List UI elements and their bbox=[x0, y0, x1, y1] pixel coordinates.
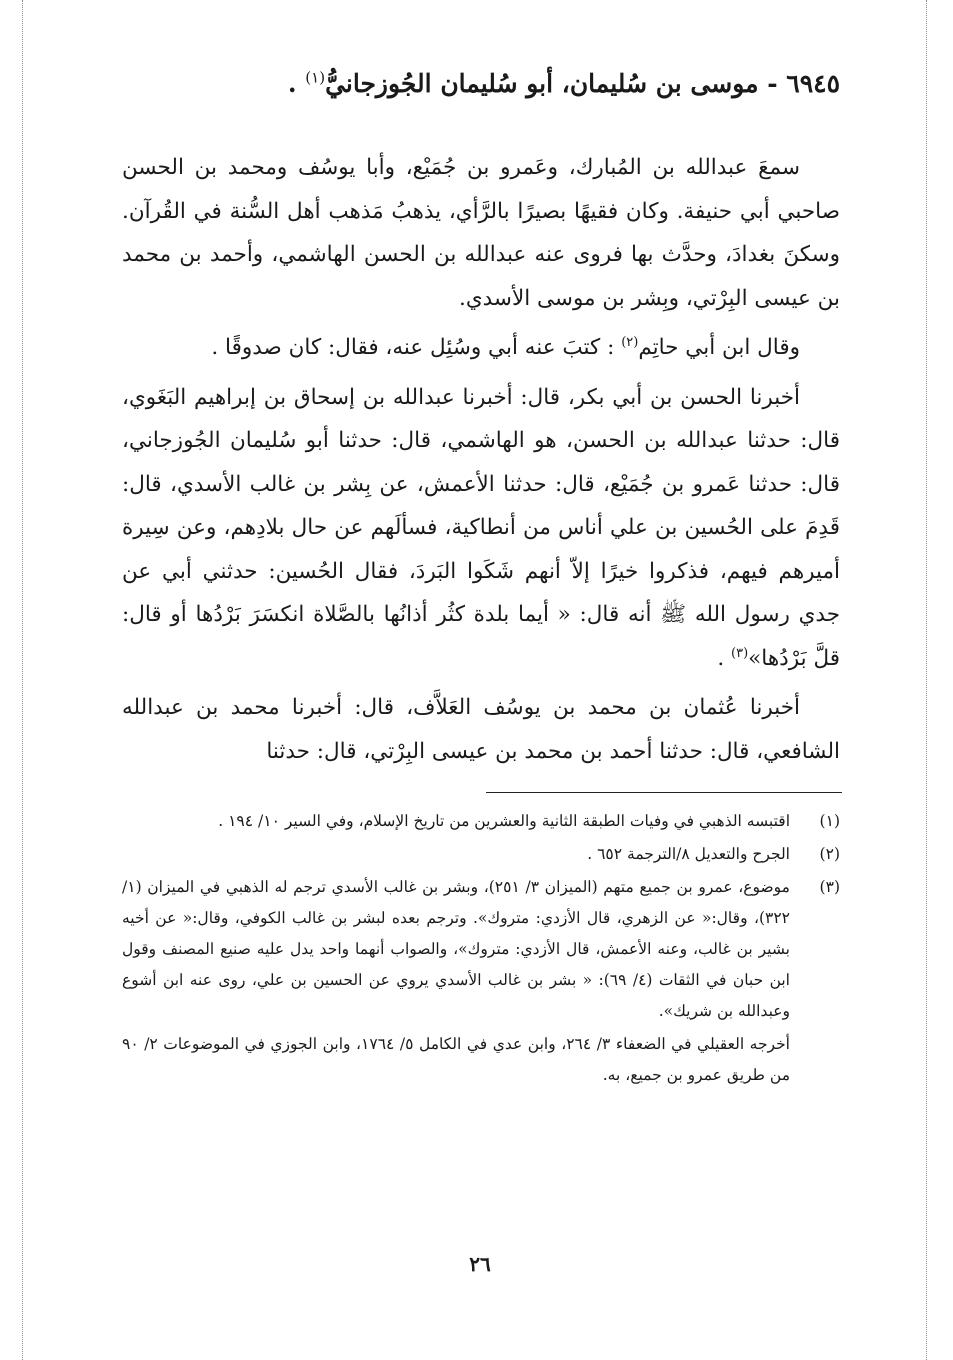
footnote-divider bbox=[486, 792, 842, 793]
footnote-marker-3: (٣) bbox=[731, 645, 749, 661]
footnote-3-continuation: أخرجه العقيلي في الضعفاء ٣/ ٢٦٤، وابن عدي في الكامل ٥/ ١٧٦٤، وابن الجوزي في الموضوعات ٢/ ٩٠ من طريق عمرو بن جميع، به. bbox=[122, 1035, 790, 1084]
entry-title bbox=[120, 68, 840, 101]
paragraph-second-isnad: أخبرنا عُثمان بن محمد بن يوسُف العَلاَّف، قال: أخبرنا محمد بن عبدالله الشافعي، قال: حدثنا أحمد بن محمد بن عيسى البِرْتي، قال: حدثنا bbox=[122, 695, 840, 764]
footnotes bbox=[122, 806, 840, 1091]
footnote-marker-2: (٢) bbox=[621, 334, 639, 350]
footnote-3 bbox=[122, 872, 840, 1027]
paragraph-2-text-a: وقال ابن أبي حاتِم bbox=[638, 335, 800, 360]
right-margin-line bbox=[926, 0, 927, 1360]
left-margin-line bbox=[22, 0, 23, 1360]
page-number: ٢٦ bbox=[469, 1252, 491, 1276]
entry-title-end: . bbox=[287, 69, 306, 98]
footnote-1 bbox=[122, 806, 840, 837]
footnote-1-number: (١) bbox=[819, 812, 840, 830]
footnote-2-text: الجرح والتعديل ٨/الترجمة ٦٥٢ . bbox=[587, 845, 790, 863]
title-footnote-marker: (١) bbox=[305, 68, 326, 87]
paragraph-ibn-abi-hatim bbox=[122, 326, 840, 370]
footnote-2-number: (٢) bbox=[819, 845, 840, 863]
paragraph-3-text-a: أخبرنا الحسن بن أبي بكر، قال: أخبرنا عبدالله بن إسحاق بن إبراهيم البَغَوي، قال: حدثنا عبدالله بن الحسن، هو الهاشمي، قال: حدثنا أبو سُليمان الجُوزجاني، قال: حدثنا عَمرو بن جُمَيْع، قال: حدثنا الأعمش، عن بِشر بن غالب الأسدي، قال: قَدِمَ على الحُسين بن علي أناس من أنطاكية، فسألَهم عن حال بلادِهم، وعن سِيرة أميرهم فيهم، فذكروا خيرًا إلاّ أنهم شَكَوا البَردَ، فقال الحُسين: حدثني أبي عن جدي رسول الله ﷺ أنه قال: « أيما بلدة كثُر أذانُها بالصَّلاة انكسَرَ بَرْدُها أو قال: قلَّ بَرْدُها» bbox=[122, 384, 840, 671]
paragraph-biography: سمعَ عبدالله بن المُبارك، وعَمرو بن جُمَيْع، وأبا يوسُف ومحمد بن الحسن صاحبي أبي حنيفة. وكان فقيهًا بصيرًا بالرَّأي، يذهبُ مَذهب أهل السُّنة في القُرآن. وسكنَ بغدادَ، وحدَّث بها فروى عنه عبدالله بن الحسن الهاشمي، وأحمد بن محمد بن عيسى البِرْتي، وبِشر بن موسى الأسدي. bbox=[122, 155, 840, 311]
paragraph-2-text-b: : كتبَ عنه أبي وسُئِل عنه، فقال: كان صدوقًا . bbox=[211, 335, 622, 360]
main-text bbox=[122, 146, 840, 779]
footnote-3-text: موضوع، عمرو بن جميع متهم (الميزان ٣/ ٢٥١)، وبشر بن غالب الأسدي ترجم له الذهبي في الميزان (١/ ٣٢٢)، وقال:« عن الزهري، قال الأزدي: متروك». وترجم بعده لبشر بن غالب الكوفي، وقال:« عن أخيه بشير بن غالب، وعنه الأعمش، قال الأزدي: متروك»، والصواب أنهما واحد يدل عليه صنيع المصنف وقول ابن حبان في الثقات (٤/ ٦٩): « بشر بن غالب الأسدي يروي عن الحسين بن علي، روى عنه ابن أشوع وعبدالله بن شريك». bbox=[122, 878, 790, 1020]
footnote-1-text: اقتبسه الذهبي في وفيات الطبقة الثانية والعشرين من تاريخ الإسلام، وفي السير ١٠/ ١٩٤ . bbox=[218, 812, 790, 830]
paragraph-hadith-isnad bbox=[122, 376, 840, 681]
footnote-2 bbox=[122, 839, 840, 870]
entry-title-text: ٦٩٤٥ - موسى بن سُليمان، أبو سُليمان الجُوزجانيُّ bbox=[325, 69, 840, 98]
paragraph-3-text-b: . bbox=[717, 645, 731, 671]
footnote-3-number: (٣) bbox=[819, 878, 840, 896]
